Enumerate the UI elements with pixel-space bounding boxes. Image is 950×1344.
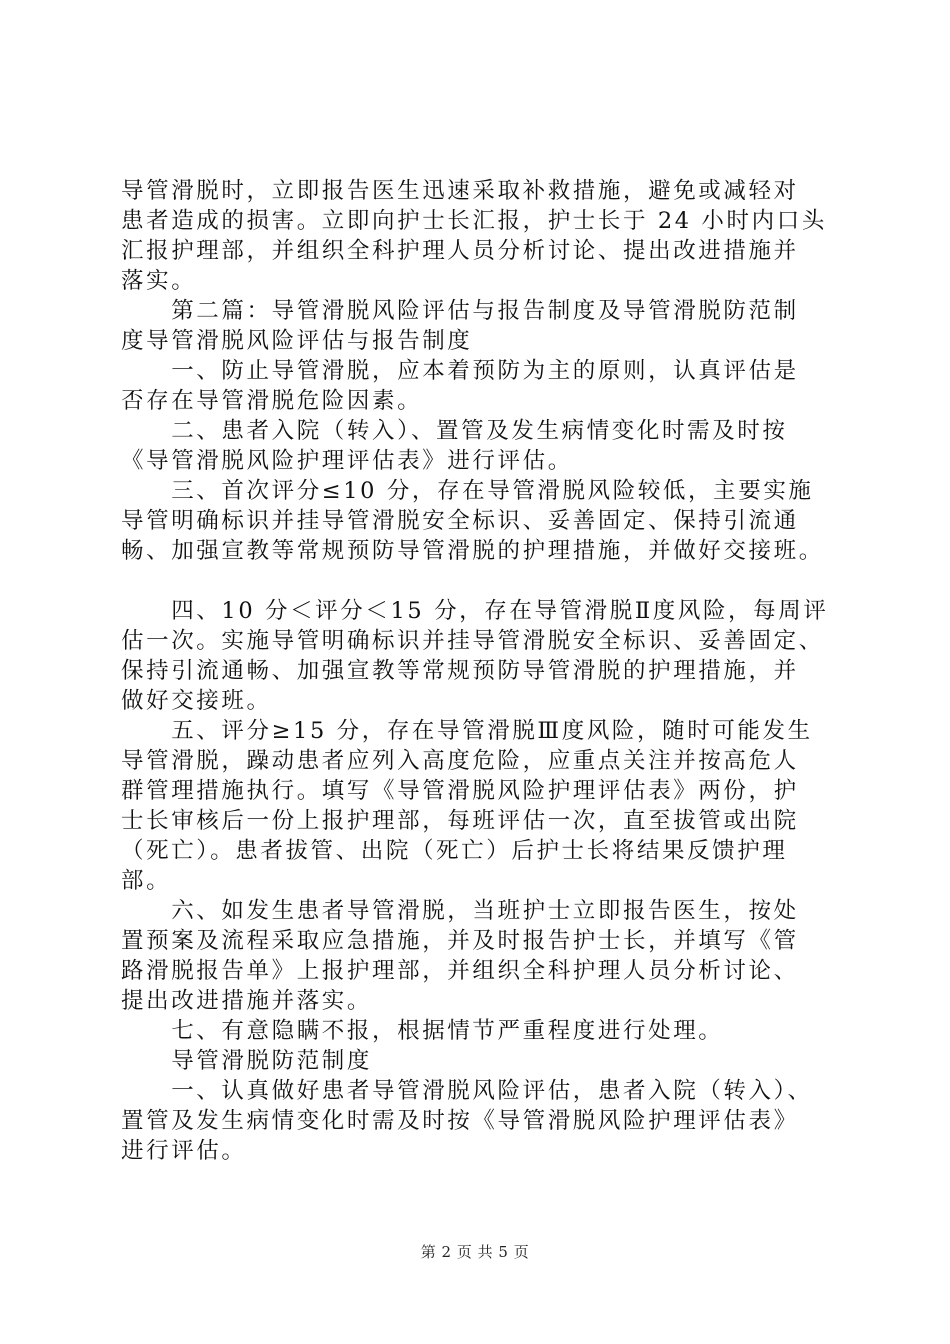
text-line: 群管理措施执行。填写《导管滑脱风险护理评估表》两份，护 — [121, 778, 799, 804]
text-line: 患者造成的损害。立即向护士长汇报，护士长于 24 小时内口头 — [121, 208, 827, 234]
section-heading: 度导管滑脱风险评估与报告制度 — [121, 328, 473, 354]
text-line: 置预案及流程采取应急措施，并及时报告护士长，并填写《管 — [121, 928, 799, 954]
text-line: 三、首次评分≤10 分，存在导管滑脱风险较低，主要实施 — [121, 478, 814, 504]
text-line: 导管滑脱时，立即报告医生迅速采取补救措施，避免或减轻对 — [121, 178, 799, 204]
text-line: 五、评分≥15 分，存在导管滑脱Ⅲ度风险，随时可能发生 — [121, 718, 813, 744]
text-line: 路滑脱报告单》上报护理部，并组织全科护理人员分析讨论、 — [121, 958, 799, 984]
text-line: 畅、加强宣教等常规预防导管滑脱的护理措施，并做好交接班。 — [121, 538, 824, 564]
text-line: 四、10 分＜评分＜15 分，存在导管滑脱Ⅱ度风险，每周评 — [121, 598, 829, 624]
text-line: 导管滑脱，躁动患者应列入高度危险，应重点关注并按高危人 — [121, 748, 799, 774]
text-line: 七、有意隐瞒不报，根据情节严重程度进行处理。 — [121, 1018, 724, 1044]
text-line: 二、患者入院（转入）、置管及发生病情变化时需及时按 — [121, 418, 788, 444]
text-line: 一、防止导管滑脱，应本着预防为主的原则，认真评估是 — [121, 358, 799, 384]
section-heading: 导管滑脱防范制度 — [121, 1048, 373, 1074]
text-line: 估一次。实施导管明确标识并挂导管滑脱安全标识、妥善固定、 — [121, 628, 824, 654]
text-line: 进行评估。 — [121, 1138, 247, 1164]
text-line: 做好交接班。 — [121, 688, 272, 714]
text-line: （死亡）。患者拔管、出院（死亡）后护士长将结果反馈护理 — [121, 838, 788, 864]
page-number-footer: 第 2 页 共 5 页 — [420, 1243, 530, 1261]
text-line: 六、如发生患者导管滑脱，当班护士立即报告医生，按处 — [121, 898, 799, 924]
section-heading: 第二篇：导管滑脱风险评估与报告制度及导管滑脱防范制 — [121, 298, 799, 324]
text-line: 导管明确标识并挂导管滑脱安全标识、妥善固定、保持引流通 — [121, 508, 799, 534]
text-line: 汇报护理部，并组织全科护理人员分析讨论、提出改进措施并 — [121, 238, 799, 264]
text-line: 否存在导管滑脱危险因素。 — [121, 388, 423, 414]
text-line: 保持引流通畅、加强宣教等常规预防导管滑脱的护理措施，并 — [121, 658, 799, 684]
text-line: 提出改进措施并落实。 — [121, 988, 373, 1014]
text-line: 《导管滑脱风险护理评估表》进行评估。 — [121, 448, 573, 474]
text-line: 落实。 — [121, 268, 197, 294]
text-line: 部。 — [121, 868, 172, 894]
text-line: 士长审核后一份上报护理部，每班评估一次，直至拔管或出院 — [121, 808, 799, 834]
text-line: 置管及发生病情变化时需及时按《导管滑脱风险护理评估表》 — [121, 1108, 799, 1134]
text-line: 一、认真做好患者导管滑脱风险评估，患者入院（转入）、 — [121, 1078, 813, 1104]
